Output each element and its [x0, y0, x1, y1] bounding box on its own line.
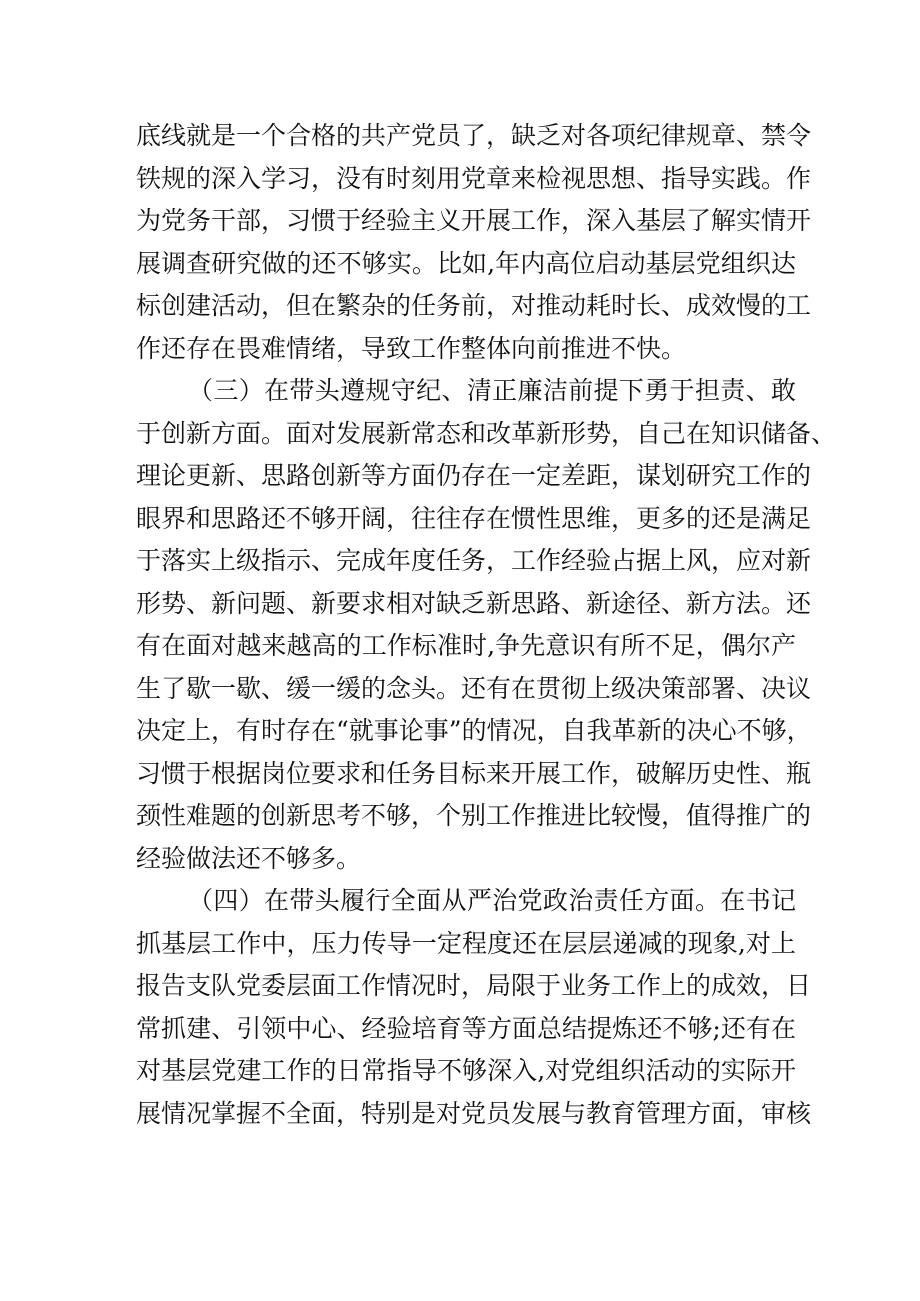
text-line: 眼界和思路还不够开阔，往往存在惯性思维，更多的还是满足	[136, 503, 812, 533]
text-line: 报告支队党委层面工作情况时，局限于业务工作上的成效，日	[136, 971, 812, 1000]
text-line: 习惯于根据岗位要求和任务目标来开展工作，破解历史性、瓶	[136, 758, 812, 788]
text-line: 于创新方面。面对发展新常态和改革新形势，自己在知识储备、	[136, 418, 837, 448]
text-line: 为党务干部，习惯于经验主义开展工作，深入基层了解实情开	[136, 206, 812, 235]
text-line: 于落实上级指示、完成年度任务，工作经验占据上风，应对新	[136, 546, 812, 575]
text-line: 常抓建、引领中心、经验培育等方面总结提炼还不够;还有在	[136, 1013, 796, 1043]
text-line: 形势、新问题、新要求相对缺乏新思路、新途径、新方法。还	[136, 588, 812, 618]
text-line: 铁规的深入学习，没有时刻用党章来检视思想、指导实践。作	[136, 163, 812, 193]
text-line: 决定上，有时存在“就事论事”的情况，自我革新的决心不够，	[136, 716, 812, 745]
text-line: 底线就是一个合格的共产党员了，缺乏对各项纪律规章、禁令	[136, 121, 812, 150]
paragraph-2	[136, 370, 837, 880]
text-line: 颈性难题的创新思考不够，个别工作推进比较慢，值得推广的	[136, 801, 812, 830]
text-line: 有在面对越来越高的工作标准时,争先意识有所不足，偶尔产	[136, 631, 796, 660]
text-line: 展调查研究做的还不够实。比如,年内高位启动基层党组织达	[136, 248, 796, 278]
text-line: 抓基层工作中，压力传导一定程度还在层层递减的现象,对上	[136, 928, 796, 958]
text-line: 生了歇一歇、缓一缓的念头。还有在贯彻上级决策部署、决议	[136, 673, 812, 703]
text-line: 作还存在畏难情绪，导致工作整体向前推进不快。	[136, 333, 687, 363]
text-line: 理论更新、思路创新等方面仍存在一定差距，谋划研究工作的	[136, 461, 812, 490]
text-line: （四）在带头履行全面从严治党政治责任方面。在书记	[188, 886, 796, 915]
text-line: 经验做法还不够多。	[136, 843, 362, 873]
text-line: 展情况掌握不全面，特别是对党员发展与教育管理方面，审核	[136, 1098, 812, 1128]
document-body	[136, 115, 837, 1135]
text-line: （三）在带头遵规守纪、清正廉洁前提下勇于担责、敢	[188, 376, 796, 405]
paragraph-1	[136, 115, 812, 370]
text-line: 标创建活动，但在繁杂的任务前，对推动耗时长、成效慢的工	[136, 291, 812, 320]
paragraph-3	[136, 880, 812, 1135]
text-line: 对基层党建工作的日常指导不够深入,对党组织活动的实际开	[136, 1056, 796, 1085]
